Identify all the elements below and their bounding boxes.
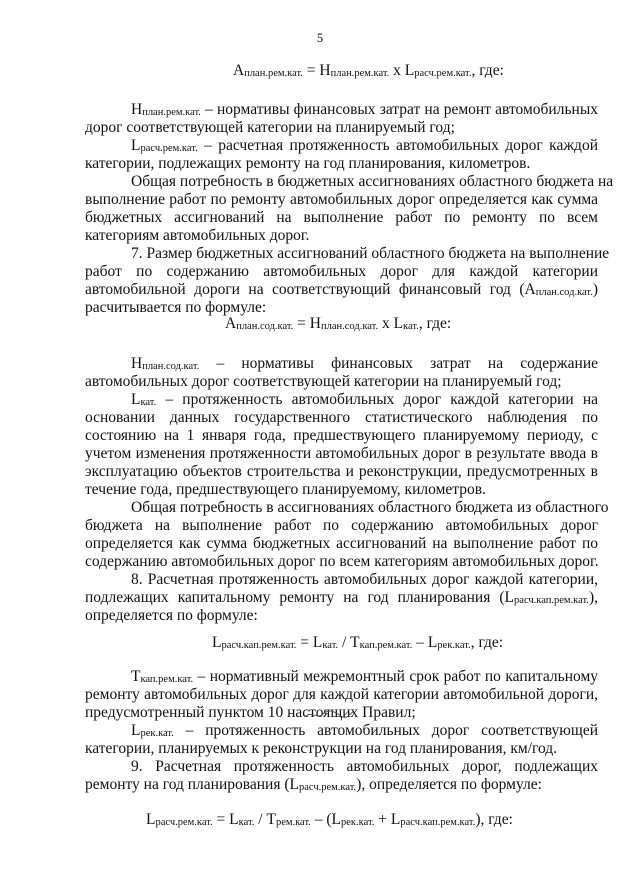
formula-subscript: рем.кат. [275, 817, 311, 828]
definition-line [131, 668, 598, 686]
paragraph-line: содержанию автомобильных дорог по всем категориям автомобильных дорог. [85, 553, 599, 570]
handwritten-mark [303, 706, 355, 722]
formula-subscript: кат. [403, 321, 419, 332]
formula-tail: , где: [418, 315, 452, 332]
formula-operator: + L [374, 811, 401, 828]
paragraph-line [85, 776, 542, 794]
formula-subscript: план.сод.кат. [236, 321, 294, 332]
paragraph-line: бюджетных ассигнований на выполнение работ по ремонту по всем [85, 209, 598, 226]
formula-tail: , где: [470, 634, 504, 651]
paragraph-line: категориям автомобильных дорог. [85, 227, 310, 244]
paragraph-line: Общая потребность в бюджетных ассигнованиях областного бюджета на [131, 173, 614, 190]
paragraph-line: определяется по формуле: [85, 607, 258, 624]
definition-subscript: расч.рем.кат. [140, 143, 198, 154]
definition-symbol: L [131, 722, 141, 739]
paragraph-text: ремонту на год планирования (L [85, 776, 299, 793]
paragraph-text: подлежащих капитальному ремонту на год планирования (L [85, 589, 515, 606]
definition-subscript: кат. [140, 397, 157, 408]
definition-text: – нормативный межремонтный срок работ по капитальному [193, 668, 598, 685]
formula-subscript: рек.кат. [341, 817, 375, 828]
definition-symbol: L [131, 391, 141, 408]
formula-operator: x L [389, 62, 415, 79]
definition-subscript: рек.кат. [140, 728, 174, 739]
formula-operator: / T [254, 811, 276, 828]
definition-line: состоянию на 1 января года, предшествующего планируемому периоду, с [85, 427, 598, 444]
definition-line [131, 137, 598, 155]
paragraph-text: автомобильной дороги на соответствующий финансовый год (А [85, 281, 536, 298]
paragraph-text: ), [588, 589, 598, 606]
formula-operator: = L [296, 634, 323, 651]
formula-maintenance-budget [225, 315, 451, 333]
definition-symbol: Н [131, 101, 143, 118]
paragraph-line: Общая потребность в ассигнованиях областного бюджета из областного [131, 499, 609, 516]
paragraph-line: 9. Расчетная протяженность автомобильных дорог, подлежащих [131, 758, 598, 775]
paragraph-subscript: план.сод.кат. [535, 287, 593, 298]
definition-line: учетом изменения протяженности автомобильных дорог в результате ввода в [85, 445, 598, 462]
definition-line: автомобильных дорог соответствующей категории на планируемый год; [85, 373, 562, 390]
definition-line: течение года, предшествующего планируемому, километров. [85, 481, 486, 498]
formula-symbol: А [233, 62, 245, 79]
formula-subscript: рек.кат. [437, 640, 471, 651]
formula-operator: = Н [293, 315, 321, 332]
page-number: 5 [316, 31, 324, 45]
formula-operator: = Н [302, 62, 331, 79]
formula-tail: ), где: [475, 811, 513, 828]
definition-subscript: кап.рем.кат. [140, 674, 194, 685]
definition-subscript: план.рем.кат. [142, 107, 201, 118]
definition-symbol: T [131, 668, 141, 685]
definition-line: категории, планируемых к реконструкции на год планирования, км/год. [85, 740, 558, 757]
definition-line: предусмотренный пунктом 10 настоящих Правил; [85, 704, 416, 721]
paragraph-subscript: расч.кап.рем.кат. [514, 595, 589, 606]
paragraph-line: 7. Размер бюджетных ассигнований областного бюджета на выполнение [131, 245, 610, 262]
paragraph-line: 8. Расчетная протяженность автомобильных дорог каждой категории, [131, 571, 598, 588]
definition-line [131, 355, 598, 373]
definition-line: дорог соответствующей категории на планируемый год; [85, 119, 455, 136]
formula-symbol: А [225, 315, 237, 332]
formula-subscript: план.рем.кат. [330, 68, 390, 79]
paragraph-line: выполнение работ по ремонту автомобильных дорог определяется как сумма [85, 191, 598, 208]
paragraph-text: ) [592, 281, 598, 298]
definition-text: – протяженность автомобильных дорог соответствующей [173, 722, 598, 739]
definition-line [131, 101, 598, 119]
formula-subscript: расч.рем.кат. [155, 817, 213, 828]
formula-tail: , где: [471, 62, 504, 79]
formula-repair-length [146, 811, 513, 829]
paragraph-line: определяется как сумма бюджетных ассигнований на выполнение работ по [85, 535, 598, 552]
paragraph-line: бюджета на выполнение работ по содержанию автомобильных дорог [85, 517, 598, 534]
paragraph-line [85, 589, 598, 607]
formula-operator: x L [378, 315, 404, 332]
definition-line: ремонту автомобильных дорог для каждой категории автомобильной дороги, [85, 686, 598, 703]
definition-line: эксплуатацию объектов строительства и реконструкции, предусмотренных в [85, 463, 598, 480]
paragraph-subscript: расч.рем.кат. [298, 782, 357, 793]
formula-subscript: кат. [322, 640, 339, 651]
paragraph-text: ), определяется по формуле: [356, 776, 542, 793]
formula-subscript: расч.кап.рем.кат. [400, 817, 476, 828]
definition-text: – нормативы финансовых затрат на содержание [199, 355, 598, 372]
formula-subscript: план.сод.кат. [320, 321, 379, 332]
definition-line [131, 391, 598, 409]
formula-operator: = L [212, 811, 239, 828]
formula-subscript: расч.кап.рем.кат. [221, 640, 297, 651]
paragraph-line: работ по содержанию автомобильных дорог для каждой категории [85, 263, 598, 280]
definition-line: основании данных государственного статистического наблюдения по [85, 409, 598, 426]
formula-symbol: L [146, 811, 156, 828]
definition-line [131, 722, 598, 740]
definition-text: – расчетная протяженность автомобильных дорог каждой [197, 137, 598, 154]
definition-text: – протяженность автомобильных дорог каждой категории на [156, 391, 598, 408]
formula-subscript: кат. [238, 817, 255, 828]
formula-subscript: план.рем.кат. [244, 68, 303, 79]
formula-subscript: кап.рем.кат. [359, 640, 413, 651]
formula-operator: – L [412, 634, 438, 651]
paragraph-line [85, 281, 598, 299]
formula-repair-budget [233, 62, 504, 80]
paragraph-line: расчитывается по формуле: [85, 299, 267, 316]
formula-symbol: L [212, 634, 222, 651]
formula-subscript: расч.рем.кат. [414, 68, 472, 79]
formula-operator: / T [338, 634, 360, 651]
definition-text: – нормативы финансовых затрат на ремонт автомобильных [200, 101, 598, 118]
definition-subscript: план.сод.кат. [142, 361, 200, 372]
formula-capital-repair-length [212, 634, 503, 652]
definition-symbol: L [131, 137, 141, 154]
definition-symbol: Н [131, 355, 143, 372]
formula-operator: – (L [310, 811, 342, 828]
definition-line: категории, подлежащих ремонту на год планирования, километров. [85, 155, 531, 172]
